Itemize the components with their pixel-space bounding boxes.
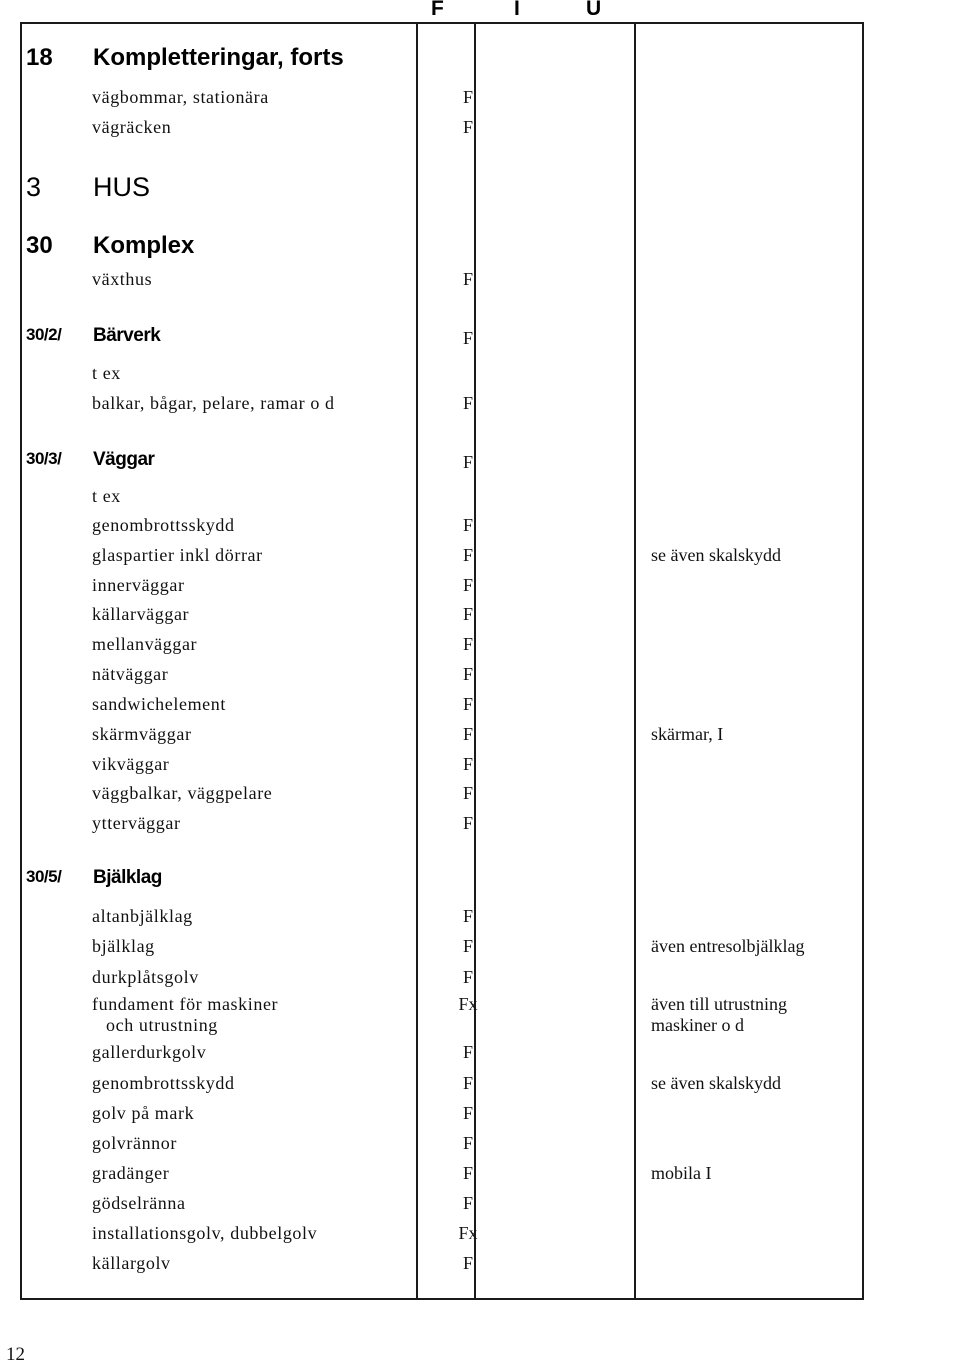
entry-label: ytterväggar: [92, 813, 181, 833]
entry-label: installationsgolv, dubbelgolv: [92, 1223, 318, 1243]
section-title: Kompletteringar, forts: [93, 44, 344, 71]
entry-label: balkar, bågar, pelare, ramar o d: [92, 393, 335, 413]
f-mark: F: [462, 604, 473, 624]
section-code: 30/5/: [26, 867, 62, 886]
f-mark: F: [462, 634, 473, 654]
section-title: Bjälklag: [93, 867, 162, 888]
f-mark: F: [462, 936, 473, 956]
entry-label: golv på mark: [92, 1103, 195, 1123]
f-mark: F: [462, 452, 473, 472]
section-title: Bärverk: [93, 325, 161, 346]
entry-label: sandwichelement: [92, 694, 226, 714]
entry-label: vägräcken: [92, 117, 172, 137]
cross-reference-note: se även skalskydd: [651, 545, 781, 565]
cross-reference-note: även till utrustning: [651, 994, 787, 1014]
entry-label: genombrottsskydd: [92, 1073, 235, 1093]
section-code: 18: [26, 44, 53, 71]
section-code: 30/2/: [26, 325, 62, 344]
entry-label: genombrottsskydd: [92, 515, 235, 535]
page-number: 12: [6, 1344, 25, 1365]
section-title: Komplex: [93, 232, 195, 259]
column-header-u: U: [586, 0, 602, 20]
f-mark: F: [462, 515, 473, 535]
entry-label: altanbjälklag: [92, 906, 193, 926]
entry-label: källarväggar: [92, 604, 190, 624]
column-divider-f: [416, 24, 418, 1298]
cross-reference-note: även entresolbjälklag: [651, 936, 805, 956]
entry-label: växthus: [92, 269, 153, 289]
f-mark: F: [462, 1133, 473, 1153]
f-mark: F: [462, 1193, 473, 1213]
entry-label: innerväggar: [92, 575, 185, 595]
classification-table: [20, 22, 864, 1300]
f-mark: F: [462, 783, 473, 803]
f-mark: F: [462, 1103, 473, 1123]
f-mark: F: [462, 1163, 473, 1183]
f-mark: F: [462, 1253, 473, 1273]
entry-label: vikväggar: [92, 754, 170, 774]
f-mark: Fx: [458, 1223, 478, 1243]
f-mark: F: [462, 724, 473, 744]
entry-label: källargolv: [92, 1253, 171, 1273]
f-mark: F: [462, 664, 473, 684]
cross-reference-note-continued: maskiner o d: [651, 1015, 744, 1035]
column-divider-u: [634, 24, 636, 1298]
entry-label: golvrännor: [92, 1133, 177, 1153]
entry-label: väggbalkar, väggpelare: [92, 783, 273, 803]
entry-label: nätväggar: [92, 664, 169, 684]
section-title: HUS: [93, 172, 151, 202]
f-mark: F: [462, 328, 473, 348]
f-mark: F: [462, 1073, 473, 1093]
entry-label: skärmväggar: [92, 724, 192, 744]
cross-reference-note: se även skalskydd: [651, 1073, 781, 1093]
section-code: 30/3/: [26, 449, 62, 468]
f-mark: F: [462, 813, 473, 833]
column-header-i: I: [514, 0, 520, 20]
entry-label: durkplåtsgolv: [92, 967, 199, 987]
f-mark: F: [462, 694, 473, 714]
entry-label: t ex: [92, 486, 121, 506]
entry-label: bjälklag: [92, 936, 155, 956]
f-mark: Fx: [458, 994, 478, 1014]
entry-label: gallerdurkgolv: [92, 1042, 207, 1062]
entry-label: mellanväggar: [92, 634, 198, 654]
f-mark: F: [462, 1042, 473, 1062]
section-code: 30: [26, 232, 53, 259]
column-header-f: F: [431, 0, 444, 20]
f-mark: F: [462, 754, 473, 774]
f-mark: F: [462, 269, 473, 289]
f-mark: F: [462, 87, 473, 107]
section-code: 3: [26, 172, 42, 202]
section-title: Väggar: [93, 449, 155, 470]
entry-label: gödselränna: [92, 1193, 186, 1213]
f-mark: F: [462, 575, 473, 595]
entry-label: vägbommar, stationära: [92, 87, 269, 107]
entry-label: fundament för maskiner: [92, 994, 279, 1014]
entry-label: t ex: [92, 363, 121, 383]
entry-label: gradänger: [92, 1163, 170, 1183]
f-mark: F: [462, 545, 473, 565]
cross-reference-note: skärmar, I: [651, 724, 724, 744]
entry-label: glaspartier inkl dörrar: [92, 545, 263, 565]
f-mark: F: [462, 393, 473, 413]
entry-label-continued: och utrustning: [106, 1015, 218, 1035]
f-mark: F: [462, 967, 473, 987]
f-mark: F: [462, 117, 473, 137]
f-mark: F: [462, 906, 473, 926]
cross-reference-note: mobila I: [651, 1163, 712, 1183]
